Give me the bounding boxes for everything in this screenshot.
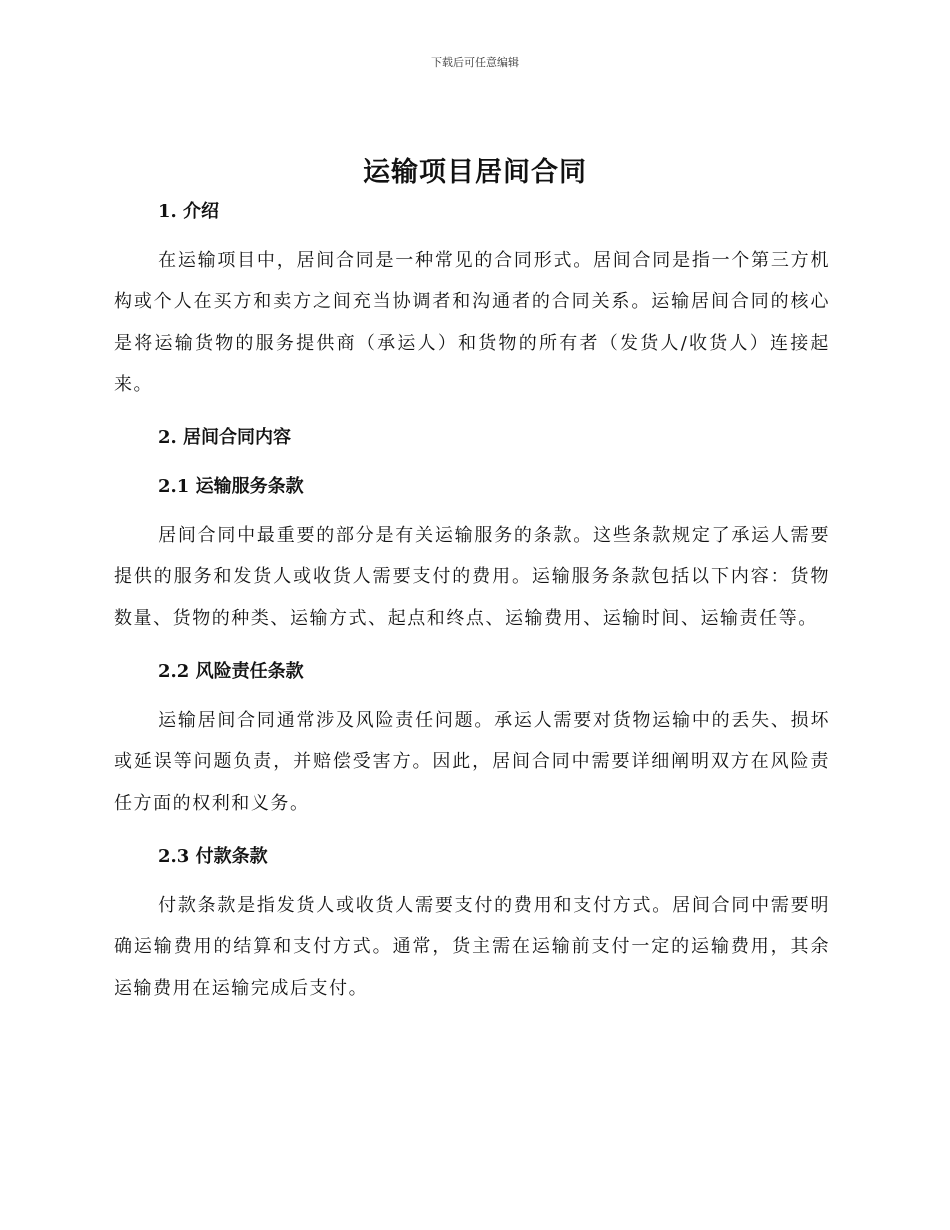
header-note: 下载后可任意编辑: [431, 56, 519, 69]
section-heading-introduction: 1. 介绍: [158, 201, 220, 222]
section-paragraph-payment-terms: 付款条款是指发货人或收货人需要支付的费用和支付方式。居间合同中需要明确运输费用的结算和支付方式。通常，货主需在运输前支付一定的运输费用，其余运输费用在运输完成后支付。: [114, 894, 830, 999]
section-heading-payment-terms: 2.3 付款条款: [158, 845, 268, 867]
section-heading-contract-content: 2. 居间合同内容: [158, 427, 292, 449]
section-paragraph-risk-liability-terms: 运输居间合同通常涉及风险责任问题。承运人需要对货物运输中的丢失、损坏或延误等问题负责，并赔偿受害方。因此，居间合同中需要详细阐明双方在风险责任方面的权利和义务。: [114, 710, 830, 814]
section-heading-transport-service-terms: 2.1 运输服务条款: [158, 476, 304, 498]
section-paragraph-transport-service-terms: 居间合同中最重要的部分是有关运输服务的条款。这些条款规定了承运人需要提供的服务和发货人或收货人需要支付的费用。运输服务条款包括以下内容：货物数量、货物的种类、运输方式、起点和终点、运输费用、运输时间、运输责任等。: [114, 525, 830, 629]
section-paragraph-introduction: 在运输项目中，居间合同是一种常见的合同形式。居间合同是指一个第三方机构或个人在买方和卖方之间充当协调者和沟通者的合同关系。运输居间合同的核心是将运输货物的服务提供商（承运人）和货物的所有者（发货人/收货人）连接起来。: [114, 250, 830, 395]
document-title: 运输项目居间合同: [363, 157, 587, 188]
document-body: [114, 196, 830, 1009]
section-heading-risk-liability-terms: 2.2 风险责任条款: [158, 661, 304, 683]
